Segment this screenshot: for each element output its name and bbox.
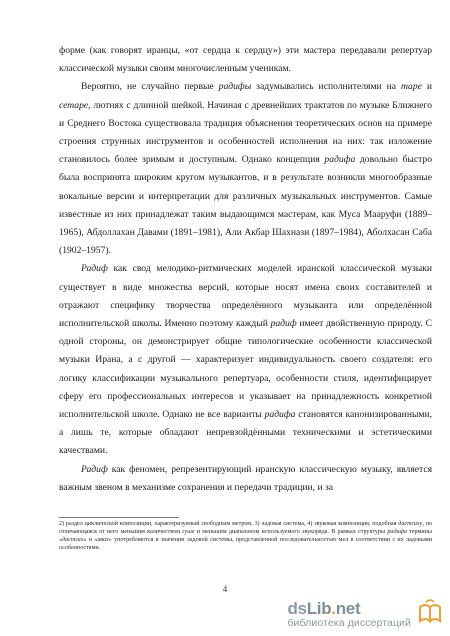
italic-term: дастгаху	[398, 521, 423, 527]
text-run: Вероятно, не случайно первые	[81, 81, 219, 93]
footnote	[59, 521, 432, 553]
text-run: 2) раздел циклической композиции, характеризуемый свободным метром, 3) ладовая система, 4) звуковая композиция, подобная	[59, 521, 399, 527]
open-book-icon	[416, 597, 444, 625]
text-run: форме (как говорят иранцы, «от сердца к сердцу») эти мастера передавали репертуар классической музыки своим многочисленным ученикам.	[59, 45, 432, 75]
dslib-logo-wordmark: dsLib.net	[287, 598, 361, 618]
text-run: и меньшим диапазоном используемого звукоряда. В рамках структуры	[194, 528, 388, 535]
italic-term: радифы	[218, 81, 252, 93]
italic-term: радифа	[324, 154, 356, 166]
dslib-tagline: библиотека диссертаций	[287, 616, 411, 629]
text-run: становятся канонизированными, а лишь те, которые обладают непревзойдёнными техническими и эстетическими качествами.	[59, 409, 433, 457]
text-run: довольно быстро была воспринята широким кругом музыкантов, и в результате возникли многообразные вокальные версии и интерпретации для различных музыкальных инструментов. Самые известные из них принадлежат таким выдающимся мастерам, как Муса Мааруфи (1889–1965), Абдоллахан Давами (1891–1981), Али Акбар Шахнази (1897–1984), Аболхасан Саба (1902–1957).	[59, 154, 432, 257]
text-run: термины «	[59, 528, 432, 543]
text-run: как свод мелодико-ритмических моделей иранской классической музыки существует в виде множества версий, которые носят имена своих составителей и отражают специфику творчества определённого музыканта или определённой исполнительской школы. Именно поэтому каждый	[59, 263, 432, 330]
italic-term: Радиф	[81, 463, 108, 475]
italic-term: Радиф	[81, 263, 108, 275]
italic-term: сетаре	[59, 99, 89, 111]
text-run: , но отличающаяся от него меньшим количеством	[59, 521, 433, 535]
italic-term: таре	[400, 81, 422, 93]
text-run: » употребляются в значении ладовой системы, представленной последовательностью мел в соответствии с их ладовыми особенностями.	[59, 536, 433, 551]
italic-term: дастгах	[62, 536, 84, 543]
dslib-logo	[287, 600, 411, 629]
paragraph	[59, 461, 432, 497]
text-run: и	[421, 81, 432, 93]
italic-term: гуше	[182, 528, 195, 535]
paragraph	[59, 78, 432, 260]
body-text	[59, 42, 432, 497]
italic-term: авах	[97, 536, 109, 543]
text-run: имеет двойственную природу. С одной стороны, он демонстрирует общие типологические особенности классической музыки Ирана, а с другой — характеризует индивидуальность своего создателя: его логику классификации музыкального репертуара, особенности стиля, идентифицирует сферу его профессиональных интересов и указывает на принадлежность конкретной исполнительской школе. Однако не все варианты	[59, 318, 433, 421]
text-run: » и «	[83, 536, 98, 543]
text-run: , лютнях с длинной шейкой. Начиная с древнейших трактатов по музыке Ближнего и Среднего Востока существовала традиция объяснения теоретических основ на примере строения струнных инструментов и особенностей исполнения на них: так изложение становилось более зримым и доступным. Однако концепция	[59, 99, 432, 166]
italic-term: радифа	[264, 409, 296, 421]
dslib-watermark[interactable]	[287, 597, 444, 631]
italic-term: радиф	[270, 318, 297, 330]
italic-term: радифа	[387, 528, 407, 535]
paragraph	[59, 42, 432, 78]
paragraph	[59, 260, 432, 460]
text-run: как феномен, репрезентирующий иранскую классическую музыку, является важным звеном в механизме сохранения и передачи традиции, и за	[59, 463, 432, 493]
footnote-divider	[59, 517, 179, 518]
page-number: 4	[222, 584, 228, 594]
text-run: задумывались исполнителями на	[251, 81, 401, 93]
